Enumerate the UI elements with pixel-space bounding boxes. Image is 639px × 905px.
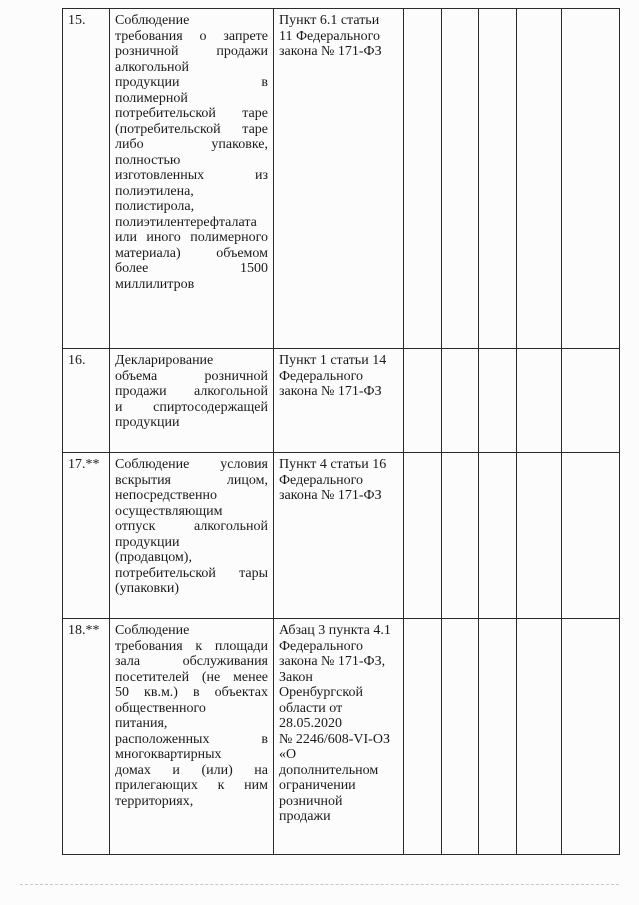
row-number: 15. — [63, 9, 110, 349]
requirement-line: посетителей (не менее — [115, 669, 268, 685]
legal-reference-cell — [274, 9, 404, 349]
requirement-line: расположенных в — [115, 731, 268, 747]
legal-reference-line: Пункт 4 статьи 16 — [279, 457, 387, 472]
requirement-line: многоквартирных — [115, 747, 222, 762]
empty-check-cell — [562, 349, 620, 453]
requirement-line: непосредственно — [115, 488, 217, 503]
requirement-line: (потребительской таре — [115, 121, 268, 137]
legal-reference-line: Федерального — [279, 638, 364, 654]
legal-reference-line: закона № 171-ФЗ, — [279, 654, 386, 669]
empty-check-cell — [517, 453, 562, 619]
requirement-line: полиэтилентерефталата — [115, 214, 257, 230]
requirement-line: вскрытия лицом, — [115, 472, 268, 488]
requirement-line: осуществляющим — [115, 503, 223, 519]
requirement-line: миллилитров — [115, 276, 195, 292]
requirement-line: полиэтилена, — [115, 183, 194, 199]
legal-reference-line: ограничении — [279, 778, 356, 793]
requirement-line: продажи алкогольной — [115, 384, 268, 399]
requirement-line: (упаковки) — [115, 581, 180, 596]
requirement-line: изготовленных из — [115, 168, 268, 183]
requirement-line: домах и (или) на — [115, 762, 268, 778]
requirement-cell — [110, 349, 274, 453]
requirement-line: Соблюдение условия — [115, 457, 268, 472]
requirement-line: Декларирование — [115, 353, 214, 368]
legal-reference-line: 28.05.2020 — [279, 716, 342, 731]
legal-reference-line: Оренбургской — [279, 685, 363, 700]
legal-reference-line: продажи — [279, 809, 331, 824]
legal-reference-line: Пункт 6.1 статьи — [279, 13, 380, 28]
requirement-line: 50 кв.м.) в объектах — [115, 685, 268, 700]
requirement-line: питания, — [115, 716, 168, 731]
empty-check-cell — [479, 9, 517, 349]
legal-reference-line: дополнительном — [279, 762, 379, 778]
requirement-line: общественного — [115, 700, 206, 716]
legal-reference-line: 11 Федерального — [279, 28, 381, 44]
requirement-line: и спиртосодержащей — [115, 399, 268, 415]
requirement-line: более 1500 — [115, 261, 268, 276]
requirements-table — [62, 8, 620, 855]
table-row — [63, 349, 620, 453]
requirement-line: (продавцом), — [115, 550, 192, 565]
requirement-line: зала обслуживания — [115, 654, 268, 669]
requirement-line: полистирола, — [115, 199, 195, 214]
legal-reference-line: закона № 171-ФЗ — [279, 384, 382, 399]
empty-check-cell — [517, 9, 562, 349]
table-row — [63, 9, 620, 349]
legal-reference-line: Федерального — [279, 368, 364, 384]
table-row — [63, 453, 620, 619]
legal-reference-cell — [274, 453, 404, 619]
legal-reference-line: Федерального — [279, 472, 364, 488]
empty-check-cell — [479, 349, 517, 453]
empty-check-cell — [562, 9, 620, 349]
legal-reference-line: Закон — [279, 669, 313, 685]
requirement-line: Соблюдение — [115, 623, 190, 638]
legal-reference-cell — [274, 349, 404, 453]
requirement-line: потребительской тары — [115, 565, 268, 581]
requirement-line: объема розничной — [115, 368, 268, 384]
empty-check-cell — [404, 453, 442, 619]
empty-check-cell — [442, 453, 479, 619]
row-number: 16. — [63, 349, 110, 453]
requirement-line: требования к площади — [115, 638, 268, 654]
empty-check-cell — [404, 619, 442, 855]
legal-reference-line: закона № 171-ФЗ — [279, 488, 382, 503]
requirement-line: отпуск алкогольной — [115, 519, 268, 534]
requirement-cell — [110, 619, 274, 855]
requirement-line: требования о запрете — [115, 28, 268, 44]
requirement-line: материала) объемом — [115, 245, 268, 261]
requirement-line: полностью — [115, 152, 181, 168]
table-row — [63, 619, 620, 855]
requirement-line: розничной продажи — [115, 44, 268, 59]
row-number: 17.** — [63, 453, 110, 619]
requirement-line: или иного полимерного — [115, 230, 268, 245]
empty-check-cell — [562, 619, 620, 855]
empty-check-cell — [404, 349, 442, 453]
legal-reference-line: розничной — [279, 793, 343, 809]
requirement-cell — [110, 453, 274, 619]
legal-reference-line: «О — [279, 747, 297, 762]
legal-reference-line: № 2246/608-VI-ОЗ — [279, 731, 390, 747]
empty-check-cell — [479, 619, 517, 855]
requirement-line: территориях, — [115, 793, 194, 809]
requirement-line: Соблюдение — [115, 13, 190, 28]
legal-reference-line: Пункт 1 статьи 14 — [279, 353, 387, 368]
empty-check-cell — [442, 619, 479, 855]
requirement-line: либо упаковке, — [115, 137, 268, 152]
empty-check-cell — [404, 9, 442, 349]
empty-check-cell — [442, 349, 479, 453]
legal-reference-line: области от — [279, 700, 343, 716]
row-number: 18.** — [63, 619, 110, 855]
empty-check-cell — [442, 9, 479, 349]
empty-check-cell — [517, 349, 562, 453]
requirement-cell — [110, 9, 274, 349]
legal-reference-line: Абзац 3 пункта 4.1 — [279, 623, 391, 638]
page-bottom-rule — [20, 884, 619, 885]
legal-reference-cell — [274, 619, 404, 855]
legal-reference-line: закона № 171-ФЗ — [279, 44, 382, 59]
requirement-line: полимерной — [115, 90, 188, 106]
empty-check-cell — [562, 453, 620, 619]
requirement-line: прилегающих к ним — [115, 778, 268, 793]
requirement-line: потребительской таре — [115, 106, 268, 121]
requirement-line: продукции — [115, 415, 180, 430]
requirement-line: продукции — [115, 534, 180, 550]
requirement-line: продукции в — [115, 75, 268, 90]
empty-check-cell — [479, 453, 517, 619]
empty-check-cell — [517, 619, 562, 855]
requirement-line: алкогольной — [115, 59, 189, 75]
